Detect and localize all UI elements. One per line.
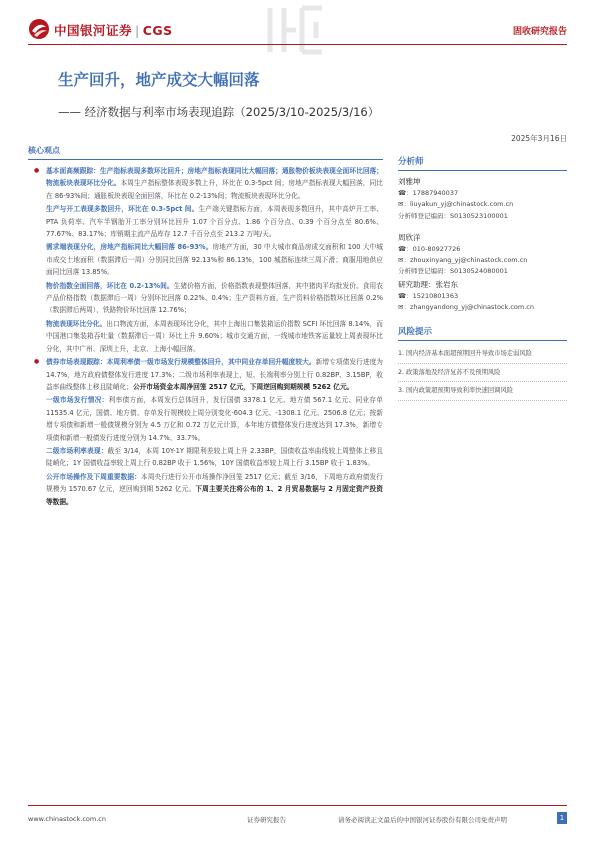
header-decoration-icon — [262, 4, 332, 56]
company-logo-icon — [28, 18, 50, 40]
report-title: 生产回升，地产成交大幅回落 — [58, 71, 260, 89]
paragraph-demand: 需求端表现分化，房地产指标同比大幅回落 86-93%。房地产方面，30 中大城市商品房成交面积和 100 大中城市成交土地面积（数据滞后一周）分别同比回落 92.13%和 86.13%，100 城指标连续三周下滑；商服用地供应面同比回落 13.85%。 — [46, 243, 383, 277]
analyst-name: 周欣洋 — [398, 232, 421, 242]
analyst-heading: 分析师 — [398, 155, 567, 171]
paragraph-secondary-market: 二级市场利率表现：截至 3/14，本周 10Y-1Y 期限利差较上周上升 2.33BP，国债收益率曲线较上周整体上移且陡峭化；1Y 国债收益率较上周上行 0.82BP 收于 1.56%，10Y 国债收益率较上周上行 3.15BP 收于 1.83%。 — [46, 446, 383, 468]
analyst-cert: 分析师登记编码：S0130524080001 — [398, 267, 508, 276]
paragraph-production: 生产与开工表现多数回升，环比在 0.3-5pct 间。生产端关键指标方面，本周表现多数回升，其中高炉开工率、PTA 负荷率、汽车半钢胎开工率分别环比回升 1.07 个百分点、1.86 个百分点、0.39 个百分点至 80.6%、77.67%、83.17%；库销期主流产品库存 12.7 千百分点至 213.2 万吨/天。 — [46, 205, 383, 239]
footer-website-link[interactable]: www.chinastock.com.cn — [28, 815, 106, 823]
report-type-label: 固收研究报告 — [512, 27, 567, 37]
analyst-cert: 分析师登记编码：S0130523100001 — [398, 211, 508, 220]
core-views-heading: 核心观点 — [28, 145, 383, 160]
analyst-email[interactable]: ✉：liuyakun_yj@chinastock.com.cn — [398, 200, 514, 209]
footer-disclaimer: 请务必阅读正文最后的中国银河证券股份有限公司免责声明 — [338, 816, 507, 824]
paragraph-open-market: 公开市场操作及下周重要数据：本周央行进行公开市场操作净回笼 2517 亿元；截至 3/16，下周地方政府债发行规模为 1570.67 亿元，逆回购到期 5262 亿元。下周主要关注将公布的 1、2 月贸易数据与 2 月固定资产投资等数据。 — [46, 472, 383, 506]
assistant-phone: ☎：15210801363 — [398, 291, 459, 300]
footer-divider — [28, 805, 567, 806]
assistant-email[interactable]: ✉：zhangyandong_yj@chinastock.com.cn — [398, 303, 534, 312]
analyst-phone: ☎：010-80927726 — [398, 244, 461, 253]
sidebar — [398, 155, 567, 401]
analyst-phone: ☎：17887940037 — [398, 189, 459, 197]
report-date: 2025年3月16日 — [511, 134, 567, 143]
research-assistant: 研究助理：张岩东 — [398, 279, 458, 289]
risk-item: 3. 国内政策超预期导致利率快速回调风险 — [398, 382, 567, 401]
risk-heading: 风险提示 — [398, 325, 567, 341]
header-divider — [28, 44, 567, 45]
report-subtitle: —— 经济数据与利率市场表现追踪（2025/3/10-2025/3/16） — [58, 105, 380, 119]
footer-label: 证券研究报告 — [247, 816, 286, 824]
paragraph-primary-market: 一级市场发行情况：利率债方面，本周发行总体回升，发行国债 3378.1 亿元、地方债 567.1 亿元、同业存单 11535.4 亿元，国债、地方债、存单发行规模较上周分别变化-604.3 亿元、-1308.1 亿元、2506.8 亿元；按新增专项债和新增一般债规模分别为 4.5 万亿和 0.72 万亿元计算，本年地方债整体发行进度达到 17.3%，新增专项债和新增一般债发行进度分别为 14.7%、33.7%。 — [46, 396, 383, 442]
company-logo-text: 中国银河证券 | CGS — [54, 23, 173, 38]
risk-item: 2. 政策落地及经济复苏不及预期风险 — [398, 364, 567, 383]
page-number: 1 — [557, 812, 567, 824]
paragraph-prices: 物价指数全面回落，环比在 0.2-13%间。生猪价格方面，价格指数表现整体回落，其中猪肉平均批发价。食用农产品价格指数（数据滞后一周）分别环比回落 0.22%、0.4%；生产资料方面，生产资料价格指数环比回落 0.2%（数据滞后两周），铁路物价环比回落 12.76%； — [46, 281, 383, 315]
paragraph-bond-market: ● 债券市场表现跟踪：本周利率债一级市场发行规模整体回升，其中同业存单回升幅度较大。新增专项债发行进度为 14.7%，地方政府债整体发行进度 17.3%；二级市场利率表现上，短、长端利率分别上行 0.82BP、3.15BP，收益率曲线整体上移且陡峭化；公开市场资金本周净回笼 2517 亿元，下周逆回购到期规模 5262 亿元。 — [28, 356, 383, 393]
paragraph-fundamentals: ● 基本面高频跟踪：生产指标表现多数环比回升；房地产指标表现同比大幅回落；通胀物价板块表现全面环比回落；物流板块表现环比分化。本周生产指标整体表现多数上升，环比在 0.3-5pct 间；房地产指标表现大幅回落，同比在 86-93%间；通胀板块表现全面回落，环比在 0.2-13%间；物流板块表现环比分化。 — [28, 165, 383, 202]
analyst-email[interactable]: ✉：zhouxinyang_yj@chinastock.com.cn — [398, 256, 528, 265]
paragraph-logistics: 物流表现环比分化。出口物流方面，本周表现环比分化，其中上海出口集装箱运价指数 SCFI 环比回落 8.14%，而中国港口集装箱吞吐量（数据滞后一周）环比上升 9.60%；城市交通方面，一线城市地铁客运量较上周表现环比分化，其中广州、深圳上升，北京、上海小幅回落。 — [46, 319, 383, 353]
main-content — [28, 145, 383, 509]
analyst-name: 刘雅坤 — [398, 177, 421, 186]
risk-item: 1. 国内经济基本面超预期回升导致市场走弱风险 — [398, 345, 567, 364]
